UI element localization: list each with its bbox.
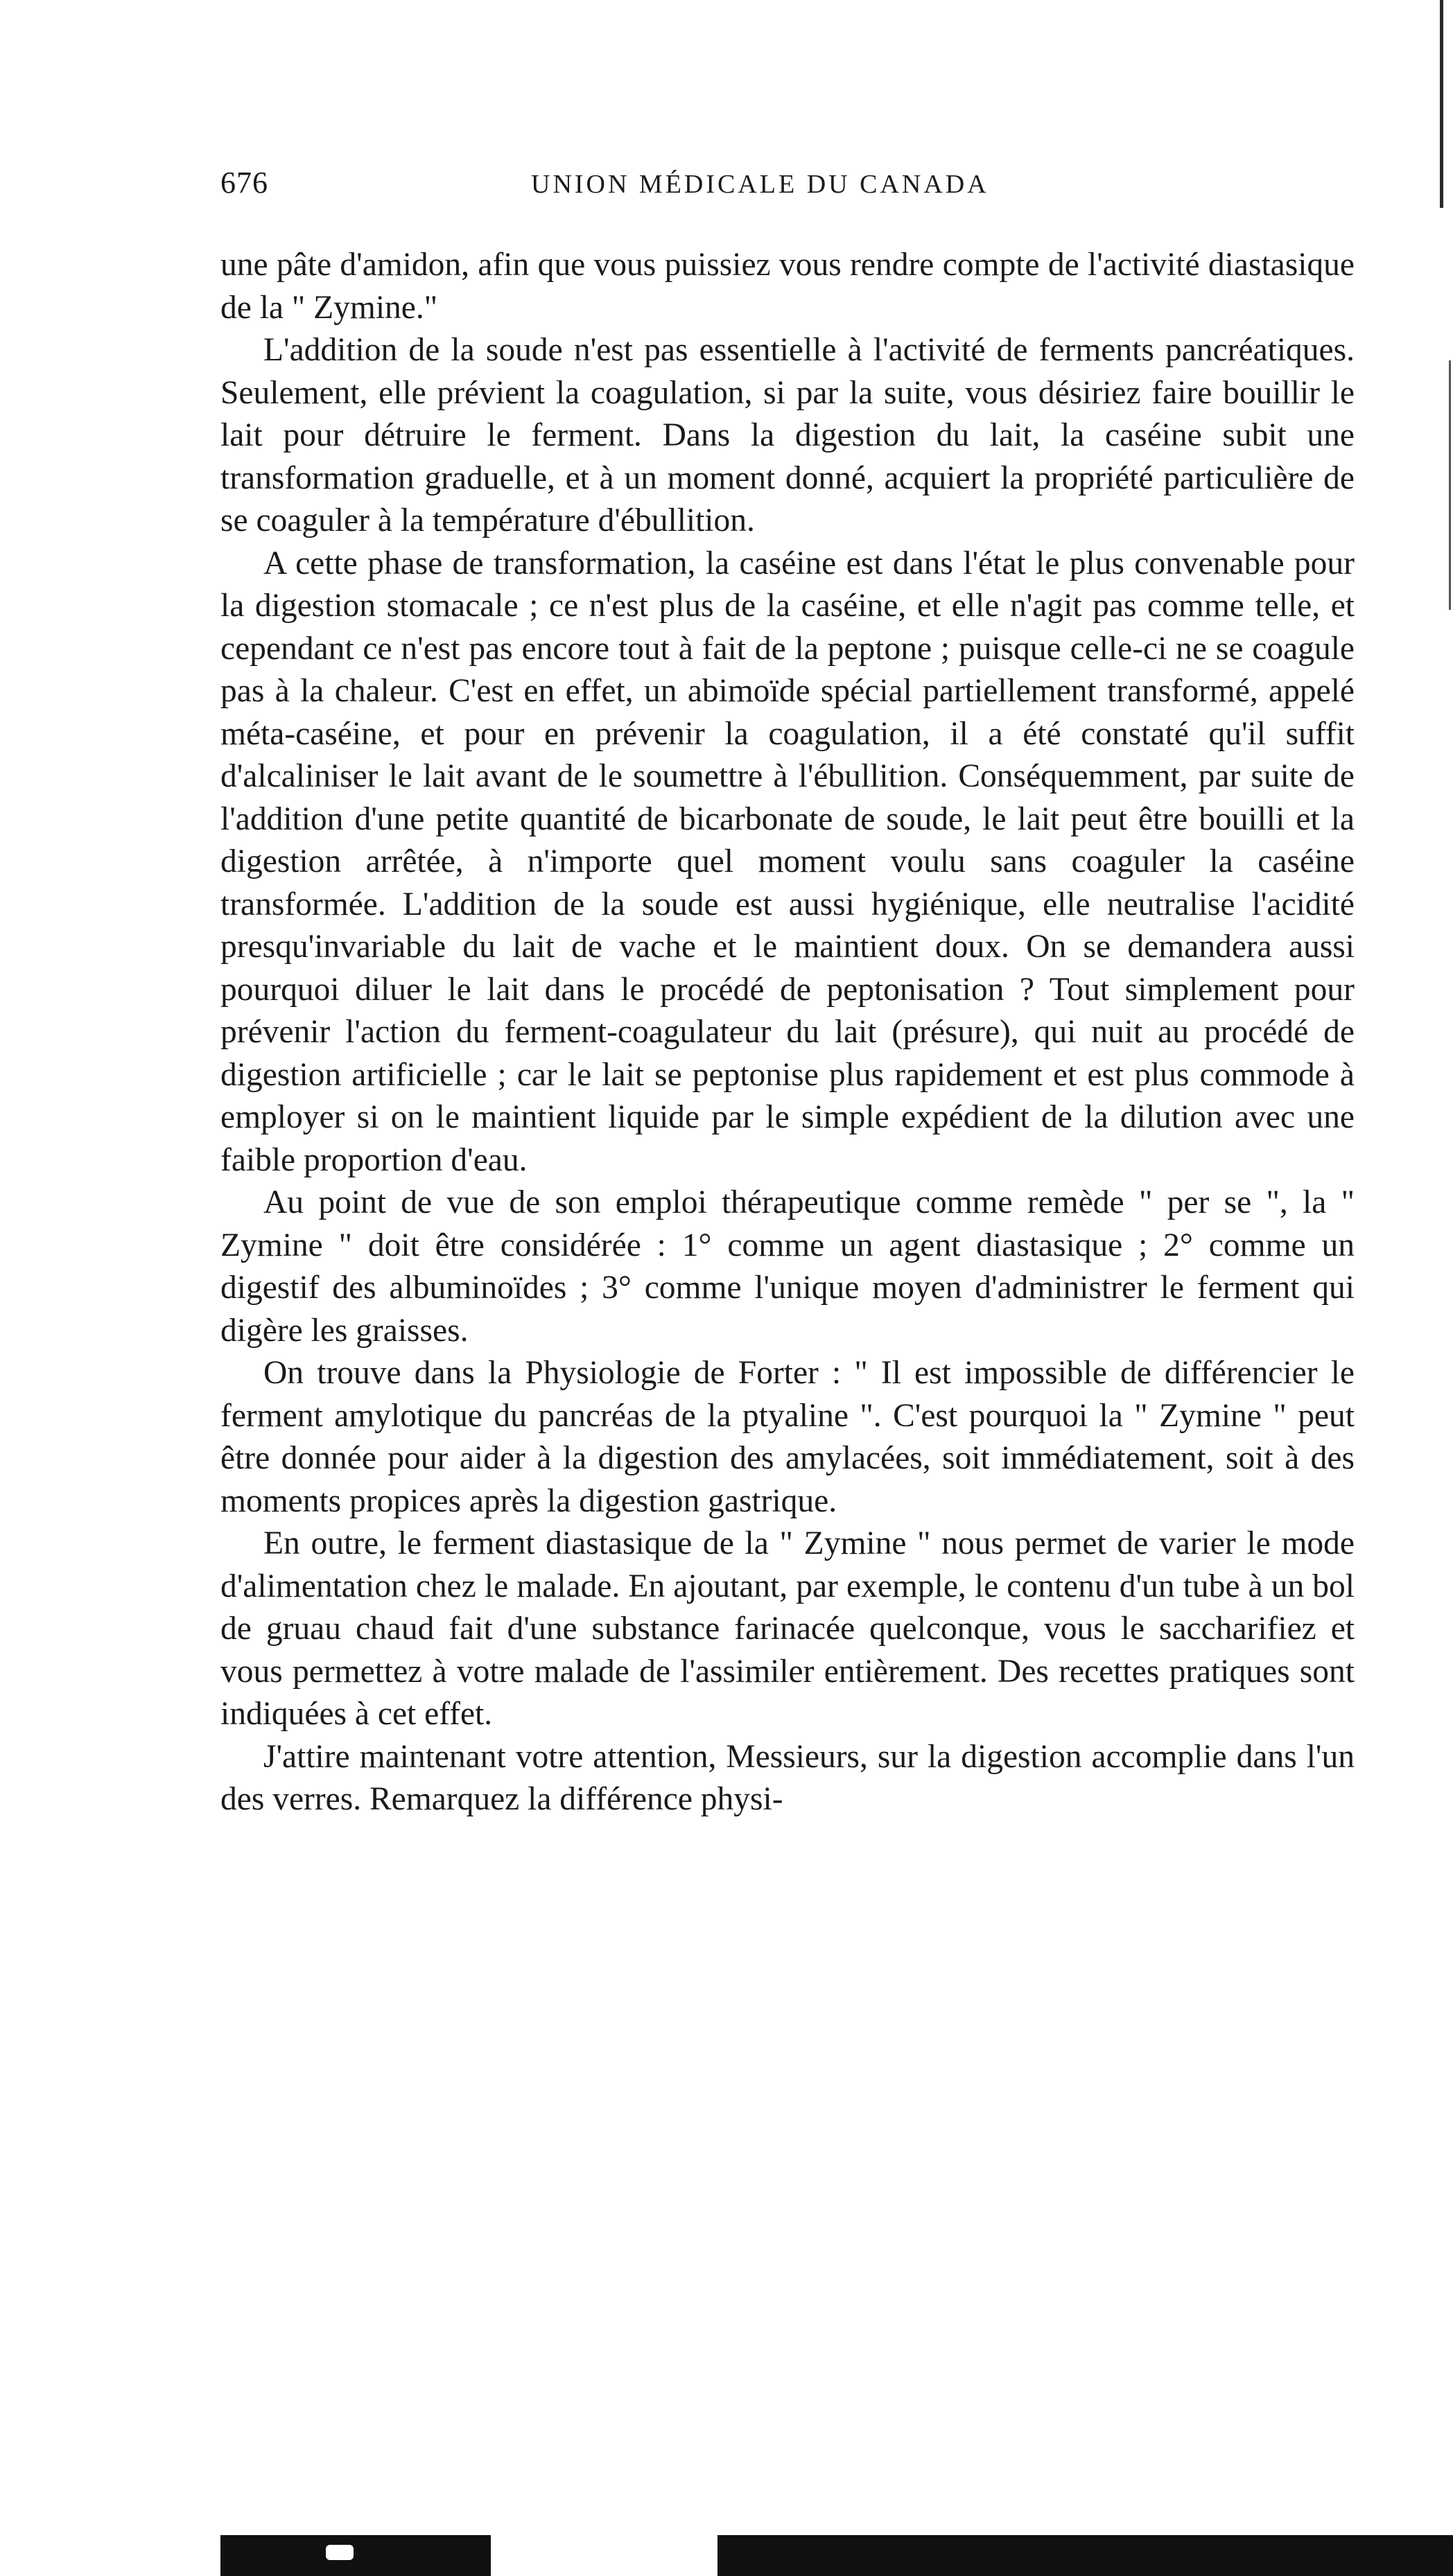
paragraph: une pâte d'amidon, afin que vous puissiez vous rendre compte de l'activité diastasique de la " Zymine." xyxy=(220,247,1355,326)
scan-artifact-bar xyxy=(220,2535,491,2576)
paragraph: A cette phase de transformation, la caséine est dans l'état le plus convenable pour la digestion stomacale ; ce n'est plus de la caséine, et elle n'agit pas comme telle, et cependant ce n'est pas encore tout à fait de la peptone ; puisque celle-ci ne se coagule pas à la chaleur. C'est en effet, un abimoïde spécial partiellement transformé, appelé méta-caséine, et pour en prévenir la coagulation, il a été constaté qu'il suffit d'alcaliniser le lait avant de le soumettre à l'ébullition. Conséquemment, par suite de l'addition d'une petite quantité de bicarbonate de soude, le lait peut être bouilli et la digestion arrêtée, à n'importe quel moment voulu sans coaguler la caséine transformée. L'addition de la soude est aussi hygiénique, elle neutralise l'acidité presqu'invariable du lait de vache et le maintient doux. On se demandera aussi pourquoi diluer le lait dans le procédé de peptonisation ? Tout simplement pour prévenir l'action du ferment-coagulateur du lait (présure), qui nuit au procédé de digestion artificielle ; car le lait se peptonise plus rapidement et est plus commode à employer si on le maintient liquide par le simple expédient de la dilution avec une faible proportion d'eau. xyxy=(220,545,1355,1178)
page-number: 676 xyxy=(220,166,268,200)
page-edge-rule xyxy=(1440,0,1443,208)
page-edge-rule xyxy=(1449,360,1451,610)
paragraph: On trouve dans la Physiologie de Forter : " Il est impossible de différencier le ferment amylotique du pancréas de la ptyaline ". C'est pourquoi la " Zymine " peut être donnée pour aider à la digestion des amylacées, soit immédiatement, soit à des moments propices après la digestion gastrique. xyxy=(220,1355,1355,1519)
running-title: UNION MÉDICALE DU CANADA xyxy=(531,170,989,199)
body-text xyxy=(220,244,1355,1821)
paragraph: Au point de vue de son emploi thérapeutique comme remède " per se ", la " Zymine " doit être considérée : 1° comme un agent diastasique ; 2° comme un digestif des albuminoïdes ; 3° comme l'unique moyen d'administrer le ferment qui digère les graisses. xyxy=(220,1184,1355,1349)
paragraph: En outre, le ferment diastasique de la " Zymine " nous permet de varier le mode d'alimentation chez le malade. En ajoutant, par exemple, le contenu d'un tube à un bol de gruau chaud fait d'une substance farinacée quelconque, vous le saccharifiez et vous permettez à votre malade de l'assimiler entièrement. Des recettes pratiques sont indiquées à cet effet. xyxy=(220,1525,1355,1732)
paragraph: L'addition de la soude n'est pas essentielle à l'activité de ferments pancréatiques. Seulement, elle prévient la coagulation, si par la suite, vous désiriez faire bouillir le lait pour détruire le ferment. Dans la digestion du lait, la caséine subit une transformation graduelle, et à un moment donné, acquiert la propriété particulière de se coaguler à la température d'ébullition. xyxy=(220,332,1355,538)
paragraph: J'attire maintenant votre attention, Messieurs, sur la digestion accomplie dans l'un des verres. Remarquez la différence physi- xyxy=(220,1738,1355,1817)
page-header xyxy=(220,165,1427,220)
scan-artifact-mark xyxy=(326,2545,354,2560)
scan-artifact-bar xyxy=(717,2535,1453,2576)
